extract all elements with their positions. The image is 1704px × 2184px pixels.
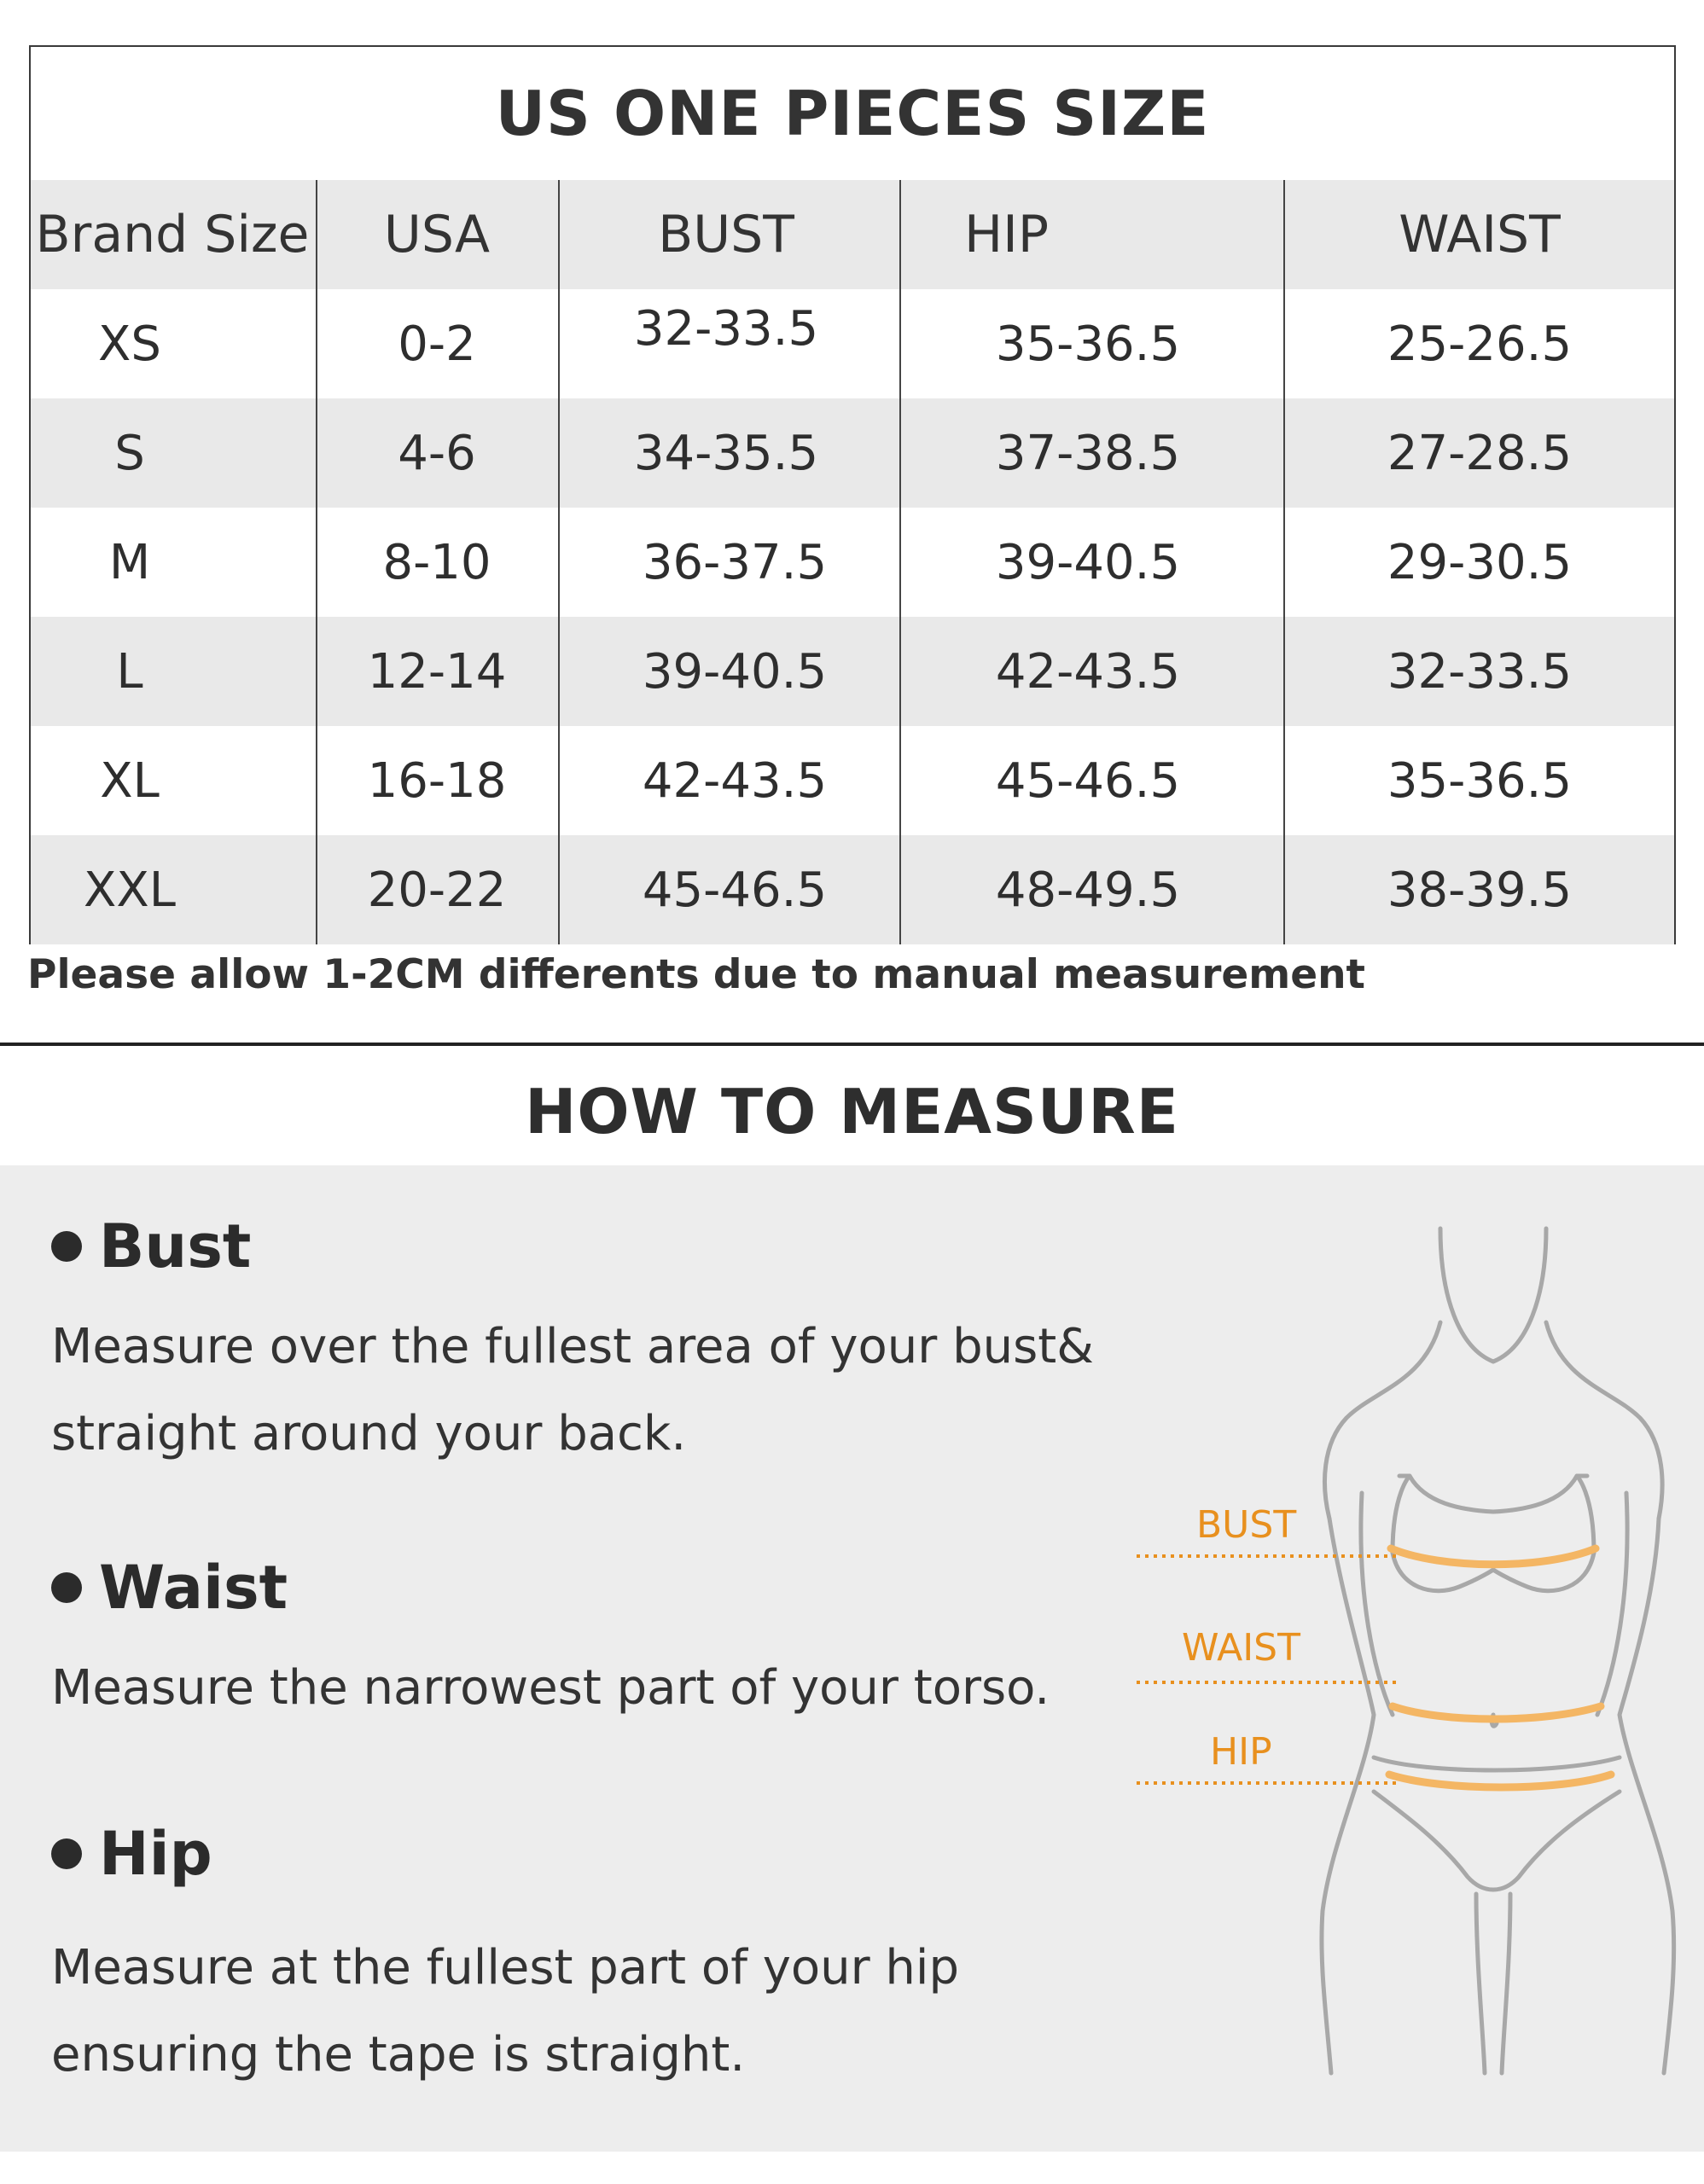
column-divider	[899, 180, 901, 944]
cell-usa: 12-14	[367, 643, 507, 700]
column-divider	[316, 180, 317, 944]
cell-bust: 45-46.5	[642, 862, 828, 918]
cell-hip: 39-40.5	[995, 534, 1181, 590]
cell-brand-size: S	[114, 425, 145, 481]
underwear-waistband	[1374, 1757, 1620, 1770]
cell-bust: 34-35.5	[633, 425, 819, 481]
bust-band	[1391, 1548, 1596, 1565]
cell-hip: 45-46.5	[995, 752, 1181, 809]
bust-line-2: straight around your back.	[51, 1406, 687, 1461]
bra-left-cup-edge	[1393, 1476, 1410, 1553]
measurement-note: Please allow 1-2CM differents due to manual measurement	[27, 951, 1366, 998]
inner-leg-left	[1476, 1894, 1485, 2073]
table-row	[31, 835, 1674, 944]
cell-waist: 35-36.5	[1387, 752, 1573, 809]
bust-line-1: Measure over the fullest area of your bust&	[51, 1319, 1094, 1374]
cell-brand-size: XS	[98, 316, 161, 372]
cell-brand-size: XL	[100, 752, 160, 809]
column-divider	[558, 180, 560, 944]
bra-right-cup-edge	[1577, 1476, 1594, 1553]
table-row	[31, 398, 1674, 508]
cell-brand-size: XXL	[84, 862, 176, 918]
header-waist: WAIST	[1399, 205, 1561, 264]
hip-line-1: Measure at the fullest part of your hip	[51, 1940, 960, 1995]
header-usa: USA	[383, 205, 491, 264]
header-bust: BUST	[658, 205, 794, 264]
cell-waist: 32-33.5	[1387, 643, 1573, 700]
cell-waist: 38-39.5	[1387, 862, 1573, 918]
underwear-outline	[1374, 1792, 1620, 1890]
how-to-measure-title: HOW TO MEASURE	[525, 1076, 1179, 1147]
cell-usa: 4-6	[398, 425, 476, 481]
bust-heading	[51, 1208, 251, 1285]
waist-figure-label: WAIST	[1182, 1626, 1300, 1670]
body-measurement-figure	[1118, 1194, 1704, 2099]
cell-hip: 48-49.5	[995, 862, 1181, 918]
bullet-icon	[51, 1231, 82, 1262]
hip-band	[1389, 1774, 1611, 1787]
cell-bust: 36-37.5	[642, 534, 828, 590]
waist-line-1: Measure the narrowest part of your torso.	[51, 1660, 1050, 1716]
waist-heading-label: Waist	[99, 1553, 288, 1623]
cell-waist: 25-26.5	[1387, 316, 1573, 372]
cell-usa: 20-22	[367, 862, 507, 918]
table-row	[31, 508, 1674, 617]
bra-strap-line	[1399, 1476, 1587, 1512]
section-divider	[0, 1043, 1704, 1046]
body-outline-icon	[1118, 1194, 1704, 2099]
neck-outline	[1440, 1228, 1546, 1362]
header-hip: HIP	[964, 205, 1049, 264]
cell-bust: 42-43.5	[642, 752, 828, 809]
bullet-icon	[51, 1838, 82, 1869]
hip-heading	[51, 1815, 212, 1892]
column-divider	[1283, 180, 1285, 944]
hip-instructions	[51, 1925, 1160, 2099]
cell-usa: 0-2	[398, 316, 476, 372]
header-brand-size: Brand Size	[35, 205, 310, 264]
hip-line-2: ensuring the tape is straight.	[51, 2027, 746, 2082]
bust-instructions	[51, 1304, 1160, 1478]
cell-usa: 16-18	[367, 752, 507, 809]
hip-figure-label: HIP	[1210, 1730, 1272, 1774]
waist-instructions	[51, 1645, 1160, 1732]
inner-leg-right	[1502, 1894, 1510, 2073]
right-inner-arm-outline	[1597, 1493, 1627, 1715]
table-row	[31, 726, 1674, 835]
size-chart-table	[29, 45, 1676, 944]
cell-waist: 29-30.5	[1387, 534, 1573, 590]
bust-figure-label: BUST	[1196, 1503, 1297, 1547]
table-title: US ONE PIECES SIZE	[495, 78, 1210, 149]
cell-waist: 27-28.5	[1387, 425, 1573, 481]
table-row	[31, 289, 1674, 398]
table-row	[31, 617, 1674, 726]
bust-heading-label: Bust	[99, 1211, 252, 1281]
cell-usa: 8-10	[382, 534, 491, 590]
right-torso-outline	[1620, 1519, 1674, 2073]
table-header-row	[31, 180, 1674, 289]
cell-brand-size: M	[108, 534, 151, 590]
cell-brand-size: L	[116, 643, 143, 700]
cell-hip: 42-43.5	[995, 643, 1181, 700]
cell-bust: 32-33.5	[633, 301, 819, 357]
cell-hip: 37-38.5	[995, 425, 1181, 481]
hip-heading-label: Hip	[99, 1819, 212, 1889]
bullet-icon	[51, 1572, 82, 1603]
waist-heading	[51, 1549, 288, 1626]
cell-bust: 39-40.5	[642, 643, 828, 700]
cell-hip: 35-36.5	[995, 316, 1181, 372]
waist-band	[1393, 1706, 1601, 1719]
